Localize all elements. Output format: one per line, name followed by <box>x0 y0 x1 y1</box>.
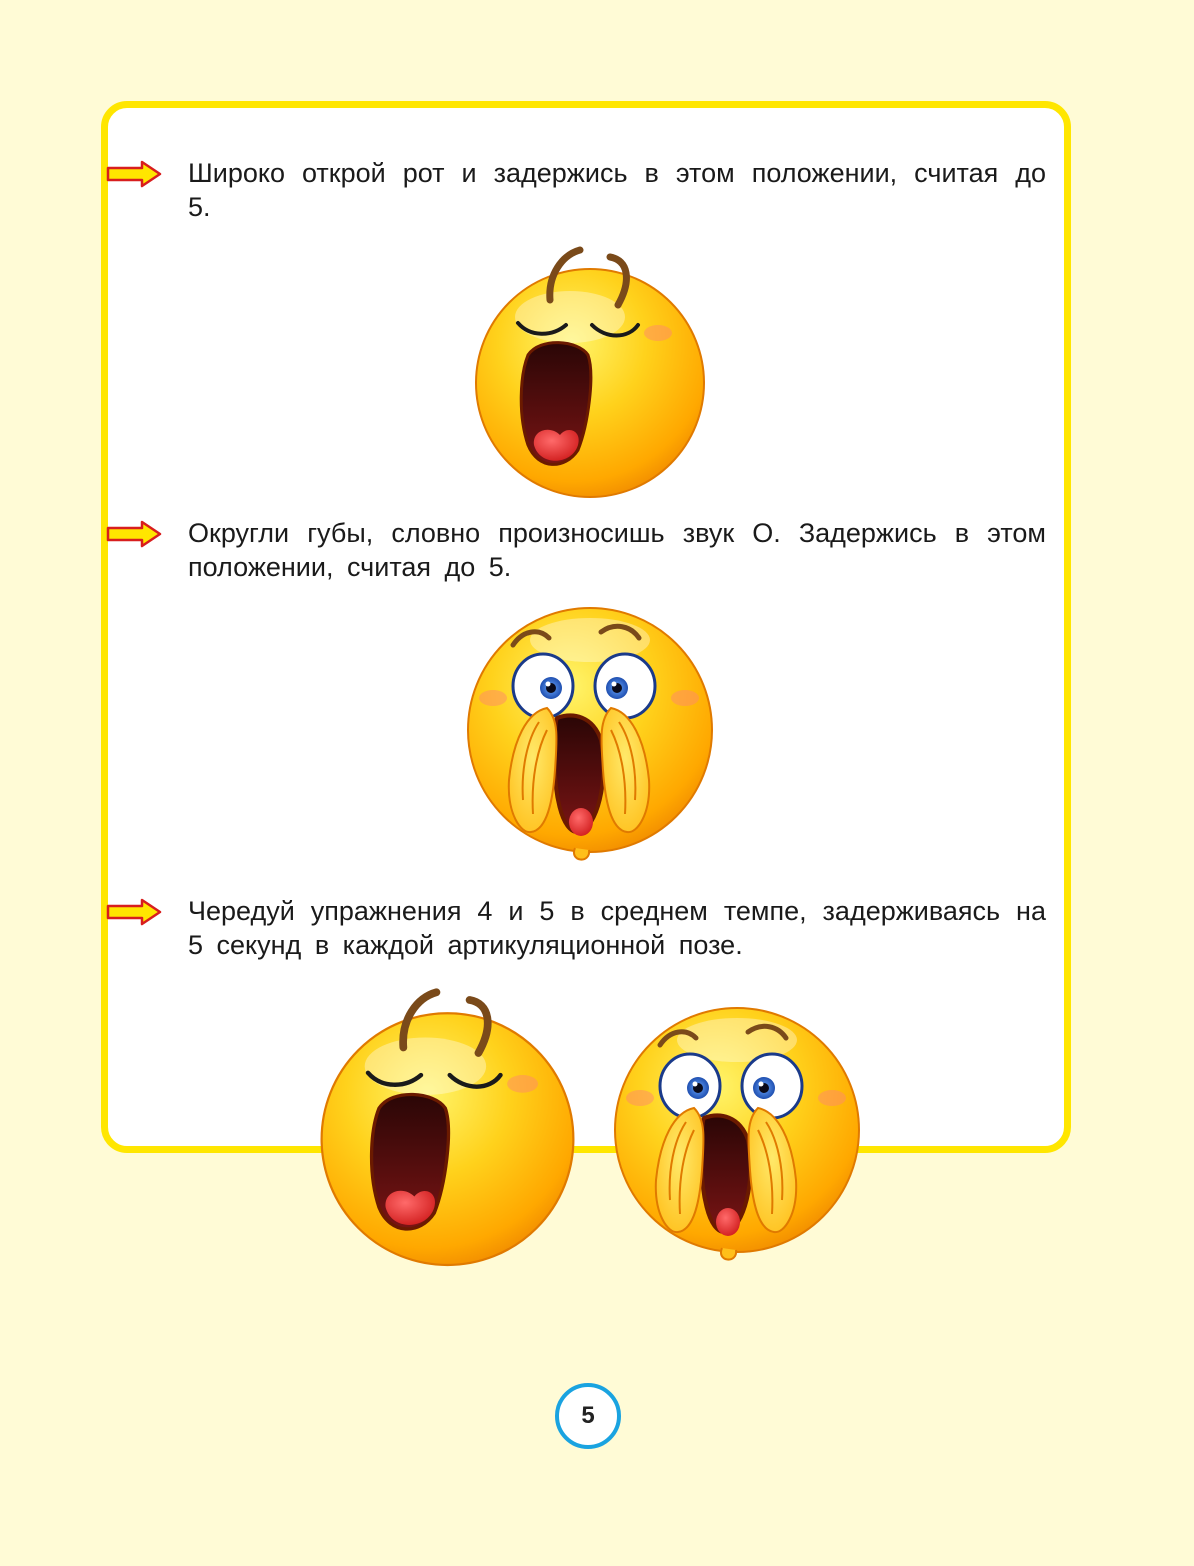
instruction-text: Широко открой рот и задержись в этом положении, считая до 5. <box>188 158 1046 222</box>
yawning-emoji-icon <box>470 245 710 500</box>
page-number: 5 <box>555 1383 621 1449</box>
surprised-emoji-icon <box>465 600 715 865</box>
arrow-right-icon <box>106 520 162 548</box>
instruction-text: Чередуй упражнения 4 и 5 в среднем темпе, задерживаясь на 5 секунд в каждой артикуляционной позе. <box>188 896 1046 960</box>
arrow-right-icon <box>106 160 162 188</box>
arrow-right-icon <box>106 898 162 926</box>
instruction-text: Округли губы, словно произносишь звук О. Задержись в этом положении, считая до 5. <box>188 518 1046 582</box>
yawning-emoji-icon <box>315 985 580 1270</box>
surprised-emoji-icon <box>612 1000 862 1265</box>
